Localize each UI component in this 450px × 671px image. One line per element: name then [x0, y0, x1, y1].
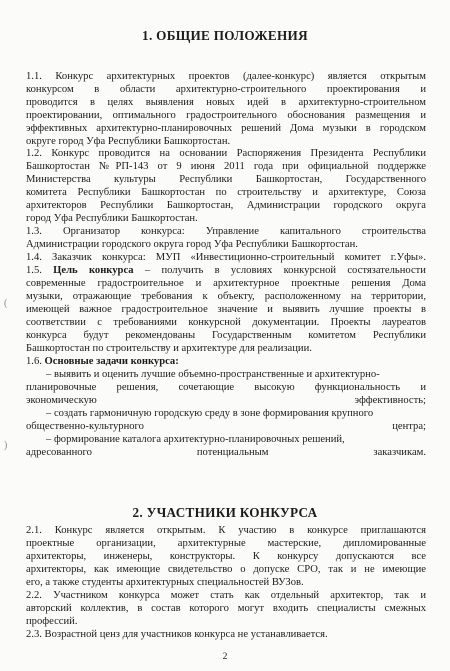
text-line: Башкортостан по строительству и архитектуре для реализации. — [26, 343, 312, 354]
text-line: 2.2. Участником конкурса может стать как отдельный архитектор, так и — [26, 590, 426, 601]
text-line: современные градостроительное и архитектурное проектные решения Дома — [26, 278, 426, 289]
text-line: архитекторов Республики Башкортостан, Администрации городского округа — [26, 200, 426, 211]
text-line: 1.5. Цель конкурса – получить в условиях конкурсной состязательности — [26, 265, 426, 276]
text-line: 2.3. Возрастной ценз для участников конкурса не устанавливается. — [26, 629, 328, 640]
text-line: Администрации городского округа город Уфа Республики Башкортостан. — [26, 239, 358, 250]
text-line: эффективных архитектурно-планировочных решений Дома музыки в городском — [26, 123, 426, 134]
text-line: авторский коллектив, в состав которого могут входить специалисты смежных — [26, 603, 426, 614]
text-line: его, а также студенты архитектурных специальностей ВУЗов. — [26, 577, 304, 588]
text-line: проводится в целях выявления новых идей в архитектурно-строительном — [26, 97, 426, 108]
text-line: 1.4. Заказчик конкурса: МУП «Инвестиционно-строительный комитет г.Уфы». — [26, 252, 426, 263]
text-line: 1.6. Основные задачи конкурса: — [26, 356, 179, 367]
text-line: проектные организации, архитектурные мастерские, дипломированные — [26, 538, 426, 549]
text-line: округе город Уфа Республики Башкортостан. — [26, 136, 231, 147]
text-line: город Уфа Республики Башкортостан. — [26, 213, 198, 224]
text-line: архитекторы, как имеющие свидетельство о допуске СРО, так и не имеющие — [26, 564, 426, 575]
text-line: музыки, отражающие требования к объекту, расположенному на территории, — [26, 291, 426, 302]
section-1-heading: 1. ОБЩИЕ ПОЛОЖЕНИЯ — [142, 28, 308, 43]
text-line: комитета Республики Башкортостан по строительству и архитектуре, Союза — [26, 187, 426, 198]
text-line: адресованного потенциальным заказчикам. — [26, 447, 426, 458]
text-line: – формирование каталога архитектурно-планировочных решений, — [46, 434, 345, 445]
text-line: планировочные решения, сочетающие высокую функциональность и — [26, 382, 426, 393]
text-line: имеющей важное градостроительное значение и выявить лучшие проекты в — [26, 304, 426, 315]
text-line: 1.3. Организатор конкурса: Управление капитального строительства — [26, 226, 426, 237]
page-number: 2 — [222, 652, 228, 662]
margin-mark: ) — [4, 440, 8, 451]
text-line: 1.1. Конкурс архитектурных проектов (далее-конкурс) является открытым — [26, 71, 426, 82]
text-line: Башкортостан №РП-143 от 9 июня 2011 года при официальной поддержке — [26, 161, 426, 172]
text-line: конкурса будут рекомендованы Государственным комитетом Республики — [26, 330, 426, 341]
text-line: экономическую эффективность; — [26, 395, 426, 406]
section-2-heading: 2. УЧАСТНИКИ КОНКУРСА — [132, 505, 318, 520]
text-line: – выявить и оценить лучшие объемно-пространственные и архитектурно- — [46, 369, 380, 380]
text-line: 2.1. Конкурс является открытым. К участию в конкурсе приглашаются — [26, 525, 426, 536]
text-line: – создать гармоничную городскую среду в зоне формирования крупного — [46, 408, 374, 419]
margin-mark: ( — [4, 298, 8, 309]
text-line: профессий. — [26, 616, 78, 627]
text-line: конкурсом в области архитектурно-строительного проектирования и — [26, 84, 426, 95]
text-line: архитекторы, инженеры, конструкторы. К конкурсу допускаются все — [26, 551, 426, 562]
text-line: Министерства культуры Республики Башкортостан, Государственного — [26, 174, 426, 185]
text-line: проектировании, оптимального градостроительного обоснования размещения и — [26, 110, 426, 121]
text-line: общественно-культурного центра; — [26, 421, 426, 432]
text-line: 1.2. Конкурс проводится на основании Распоряжения Президента Республики — [26, 148, 426, 159]
text-line: соответствии с требованиями конкурсной документации. Проекты лауреатов — [26, 317, 426, 328]
